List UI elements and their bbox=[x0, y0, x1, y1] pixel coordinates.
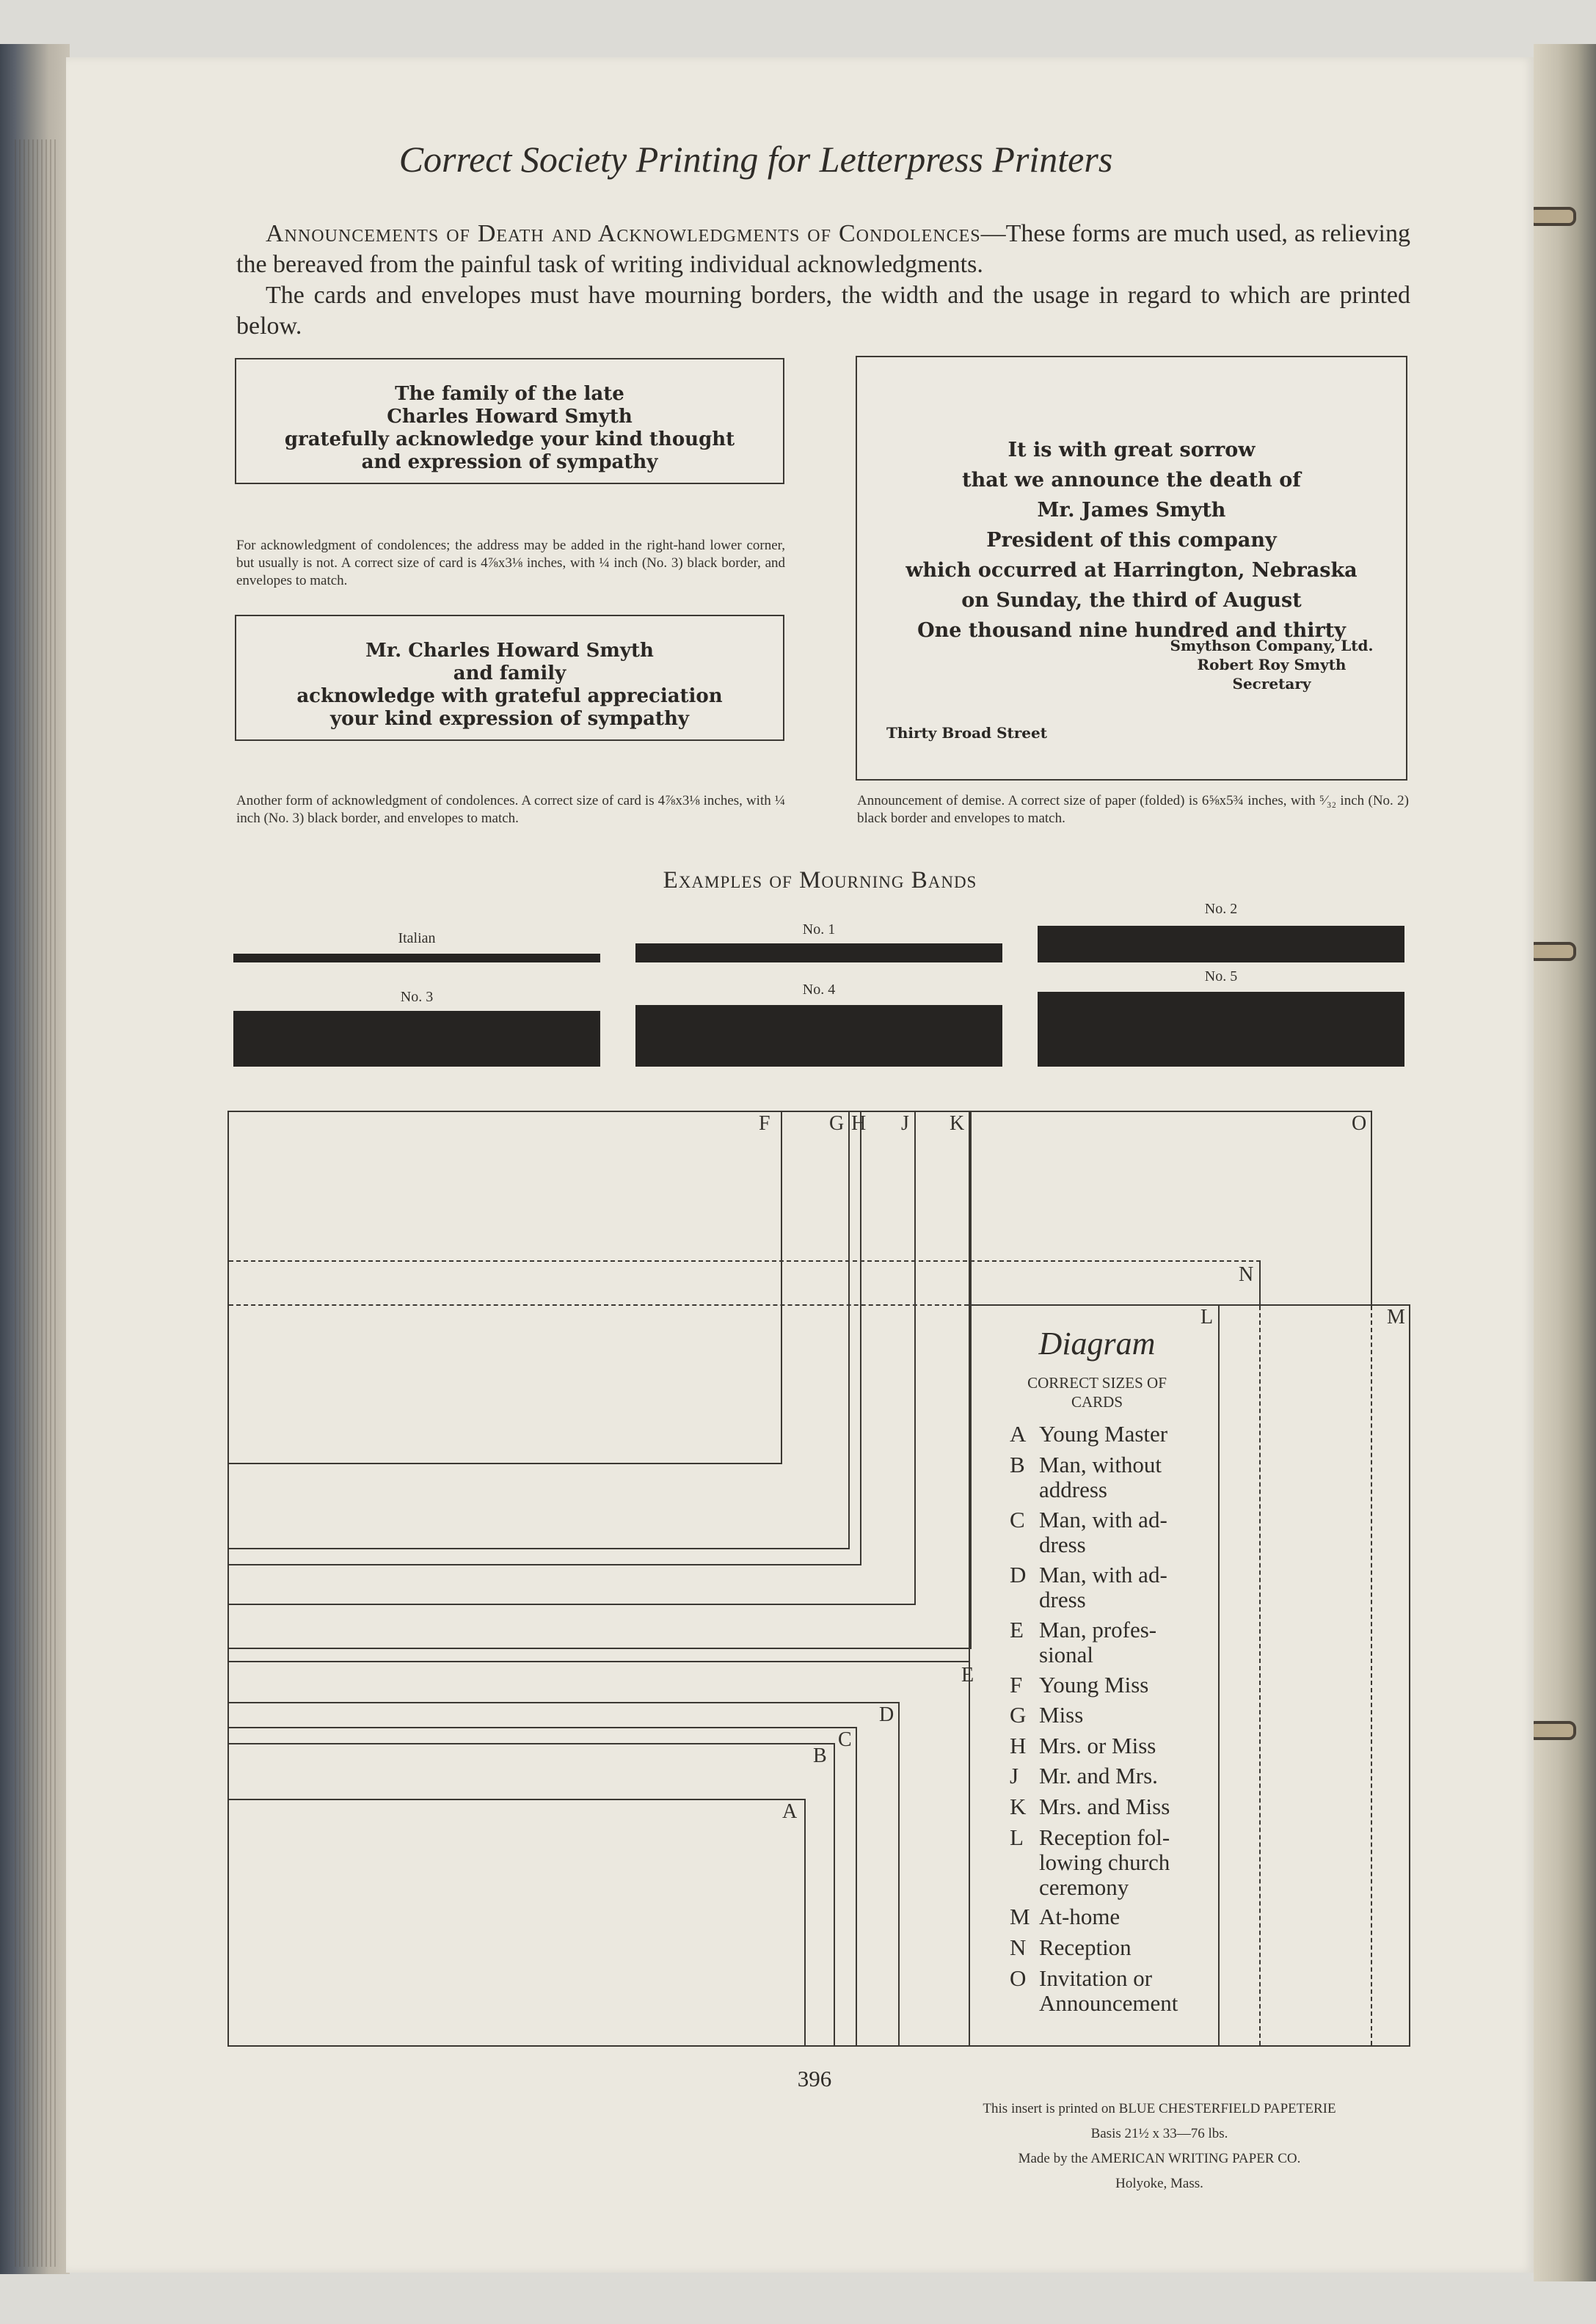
legend-item-d: D Man, with ad- dress bbox=[1010, 1562, 1167, 1612]
diagram-letter-o: O bbox=[1352, 1112, 1367, 1135]
legend-item-c: C Man, with ad- dress bbox=[1010, 1507, 1167, 1557]
card-line: that we announce the death of bbox=[962, 469, 1301, 492]
legend-item-m: M At-home bbox=[1010, 1904, 1121, 1929]
card-1-caption: For acknowledgment of condolences; the address may be added in the right-hand lower corner, but usually is not. A correct size of card is 4⅞x3⅛ inches, with ¼ inch (No. 3) black border, and envelopes to match. bbox=[236, 538, 785, 588]
card-3-caption: Announcement of demise. A correct size of paper (folded) is 6⅝x5¾ inches, with ⁵⁄₃₂ inch (No. 2) black border and envelopes to match. bbox=[857, 793, 1409, 826]
legend-item-k: K Mrs. and Miss bbox=[1010, 1794, 1170, 1819]
card-address: Thirty Broad Street bbox=[886, 724, 1047, 742]
intro-lead: Announcements of Death and Acknowledgments of Condolences bbox=[266, 220, 981, 247]
band-no4 bbox=[635, 1005, 1002, 1067]
condolence-card-2 bbox=[235, 615, 784, 741]
card-line: Mr. Charles Howard Smyth bbox=[365, 640, 654, 662]
band-italian bbox=[233, 954, 600, 962]
band-label-italian: Italian bbox=[398, 930, 436, 946]
band-no1 bbox=[635, 943, 1002, 962]
legend-item-b: B Man, without address bbox=[1010, 1452, 1162, 1502]
footer-line-3: Made by the AMERICAN WRITING PAPER CO. bbox=[1018, 2151, 1301, 2166]
diagram-subtitle: CORRECT SIZES OF CARDS bbox=[1027, 1374, 1167, 1411]
condolence-card-1 bbox=[235, 358, 784, 484]
legend-item-l: L Reception fol- lowing church ceremony bbox=[1010, 1824, 1170, 1900]
footer-line-1: This insert is printed on BLUE CHESTERFIELD PAPETERIE bbox=[983, 2101, 1336, 2116]
footer-line-2: Basis 21½ x 33—76 lbs. bbox=[1090, 2126, 1228, 2141]
legend-item-o: O Invitation or Announcement bbox=[1010, 1965, 1178, 2016]
diagram-letter-a: A bbox=[782, 1800, 798, 1823]
diagram-letter-n: N bbox=[1239, 1263, 1254, 1286]
band-label-no5: No. 5 bbox=[1204, 968, 1238, 984]
footer-line-4: Holyoke, Mass. bbox=[1115, 2176, 1203, 2191]
legend-item-n: N Reception bbox=[1010, 1934, 1132, 1960]
binder-ring-icon bbox=[1528, 1721, 1576, 1740]
band-label-no1: No. 1 bbox=[802, 921, 836, 938]
band-label-no3: No. 3 bbox=[400, 989, 434, 1005]
diagram-letter-d: D bbox=[879, 1703, 894, 1726]
card-line: Charles Howard Smyth bbox=[387, 406, 633, 428]
card-line: acknowledge with grateful appreciation bbox=[296, 685, 723, 707]
card-line: The family of the late bbox=[395, 383, 624, 405]
band-label-no4: No. 4 bbox=[802, 982, 836, 998]
card-line: One thousand nine hundred and thirty bbox=[917, 619, 1346, 642]
diagram-letter-k: K bbox=[950, 1112, 965, 1135]
intro-paragraph bbox=[236, 219, 1410, 280]
signature-line: Secretary bbox=[1232, 675, 1311, 693]
legend-item-g: G Miss bbox=[1010, 1702, 1084, 1728]
card-line: and family bbox=[453, 662, 566, 684]
book-right-edge bbox=[1534, 44, 1596, 2281]
card-line: on Sunday, the third of August bbox=[961, 589, 1302, 612]
legend-item-h: H Mrs. or Miss bbox=[1010, 1733, 1156, 1758]
card-line: President of this company bbox=[986, 529, 1277, 552]
announcement-card bbox=[856, 356, 1407, 781]
diagram-title: Diagram bbox=[1038, 1326, 1156, 1362]
card-line: Mr. James Smyth bbox=[1037, 499, 1226, 522]
page-edges bbox=[15, 139, 59, 2267]
card-line: It is with great sorrow bbox=[1007, 439, 1256, 461]
legend-item-a: A Young Master bbox=[1010, 1421, 1168, 1447]
card-2-caption: Another form of acknowledgment of condolences. A correct size of card is 4⅞x3⅛ inches, with ¼ inch (No. 3) black border, and envelopes to match. bbox=[236, 793, 785, 826]
diagram-letter-b: B bbox=[813, 1744, 827, 1767]
binder-ring-icon bbox=[1528, 942, 1576, 961]
diagram-letter-g: G bbox=[829, 1112, 845, 1135]
card-line: which occurred at Harrington, Nebraska bbox=[906, 559, 1358, 582]
page-title: Correct Society Printing for Letterpress Printers bbox=[398, 139, 1113, 180]
card-line: your kind expression of sympathy bbox=[330, 708, 689, 730]
band-label-no2: No. 2 bbox=[1204, 901, 1238, 917]
card-line: gratefully acknowledge your kind thought bbox=[284, 428, 735, 450]
diagram-letter-m: M bbox=[1387, 1306, 1405, 1329]
intro-paragraph-2: The cards and envelopes must have mourning borders, the width and the usage in regard to which are printed below. bbox=[236, 282, 1410, 340]
signature-line: Robert Roy Smyth bbox=[1197, 656, 1347, 673]
book-spine-edge bbox=[0, 44, 70, 2274]
legend-item-e: E Man, profes- sional bbox=[1010, 1617, 1157, 1667]
diagram-letter-c: C bbox=[838, 1728, 852, 1751]
band-no3 bbox=[233, 1011, 600, 1067]
band-no5 bbox=[1038, 992, 1404, 1067]
binder-ring-icon bbox=[1528, 207, 1576, 226]
intro-rest: —These forms are much used, as relieving the bereaved from the painful task of writing individual acknowledgments. bbox=[236, 220, 1410, 278]
diagram-letter-f: F bbox=[759, 1112, 770, 1135]
band-no2 bbox=[1038, 926, 1404, 962]
legend-item-j: J Mr. and Mrs. bbox=[1010, 1763, 1158, 1788]
legend-item-f: F Young Miss bbox=[1010, 1672, 1149, 1698]
diagram-letter-l: L bbox=[1200, 1306, 1214, 1329]
diagram-letter-j: J bbox=[901, 1112, 909, 1135]
bands-heading: Examples of Mourning Bands bbox=[663, 867, 977, 894]
card-line: and expression of sympathy bbox=[361, 451, 658, 473]
diagram-letter-h: H bbox=[851, 1112, 867, 1135]
signature-line: Smythson Company, Ltd. bbox=[1170, 637, 1374, 654]
diagram-letter-e: E bbox=[961, 1664, 974, 1687]
page-number: 396 bbox=[797, 2066, 832, 2091]
